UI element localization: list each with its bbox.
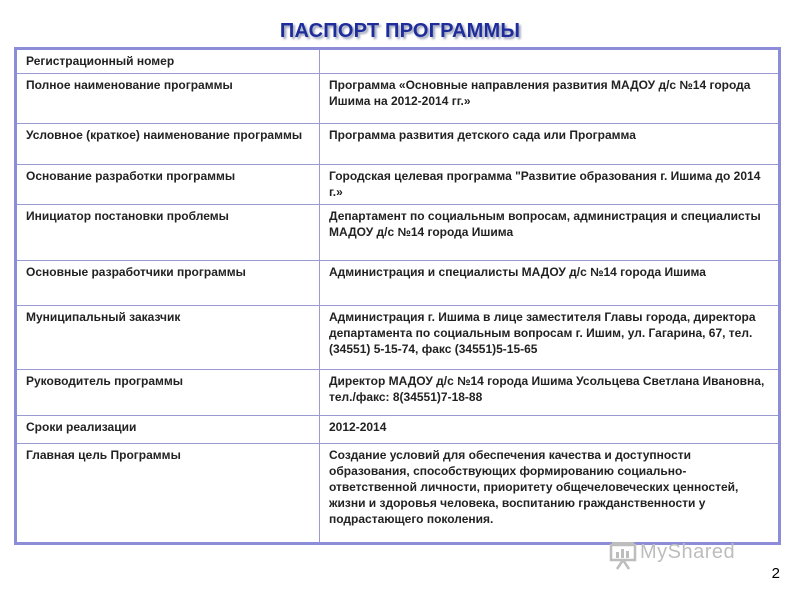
row-value: Программа «Основные направления развития МАДОУ д/с №14 города Ишима на 2012-2014 гг.» bbox=[320, 74, 780, 124]
table-row bbox=[16, 444, 780, 544]
passport-table bbox=[14, 47, 781, 545]
row-label: Полное наименование программы bbox=[16, 74, 320, 124]
page-title: ПАСПОРТ ПРОГРАММЫ bbox=[279, 20, 521, 42]
row-value: Программа развития детского сада или Программа bbox=[320, 124, 780, 165]
page-number: 2 bbox=[771, 565, 780, 582]
row-value: Директор МАДОУ д/с №14 города Ишима Усольцева Светлана Ивановна, тел./факс: 8(34551)7-18-88 bbox=[320, 370, 780, 416]
table-row bbox=[16, 261, 780, 306]
table-row bbox=[16, 306, 780, 370]
table-row bbox=[16, 370, 780, 416]
table-row bbox=[16, 74, 780, 124]
row-value: Городская целевая программа "Развитие образования г. Ишима до 2014 г.» bbox=[320, 165, 780, 205]
row-label: Главная цель Программы bbox=[16, 444, 320, 544]
table-row bbox=[16, 205, 780, 261]
table-row bbox=[16, 124, 780, 165]
watermark-text: MyShared bbox=[640, 541, 736, 563]
row-label: Основные разработчики программы bbox=[16, 261, 320, 306]
presentation-icon bbox=[606, 538, 640, 572]
row-label: Руководитель программы bbox=[16, 370, 320, 416]
row-value: Администрация г. Ишима в лице заместителя Главы города, директора департамента по социальным вопросам г. Ишим, ул. Гагарина, 67, тел. (34551) 5-15-74, факс (34551)5-15-65 bbox=[320, 306, 780, 370]
row-label: Условное (краткое) наименование программы bbox=[16, 124, 320, 165]
table-row bbox=[16, 416, 780, 444]
row-value: Администрация и специалисты МАДОУ д/с №14 города Ишима bbox=[320, 261, 780, 306]
row-value bbox=[320, 49, 780, 74]
row-label: Регистрационный номер bbox=[16, 49, 320, 74]
table-row bbox=[16, 49, 780, 74]
row-value: Создание условий для обеспечения качества и доступности образования, способствующих формированию социально-ответственной личности, приоритету общечеловеческих ценностей, жизни и здоровья человека, воспитанию гражданственности у подрастающего поколения. bbox=[320, 444, 780, 544]
row-label: Основание разработки программы bbox=[16, 165, 320, 205]
row-label: Сроки реализации bbox=[16, 416, 320, 444]
watermark-logo bbox=[606, 538, 776, 572]
row-value: 2012-2014 bbox=[320, 416, 780, 444]
table-row bbox=[16, 165, 780, 205]
row-value: Департамент по социальным вопросам, администрация и специалисты МАДОУ д/с №14 города Ишима bbox=[320, 205, 780, 261]
row-label: Инициатор постановки проблемы bbox=[16, 205, 320, 261]
row-label: Муниципальный заказчик bbox=[16, 306, 320, 370]
